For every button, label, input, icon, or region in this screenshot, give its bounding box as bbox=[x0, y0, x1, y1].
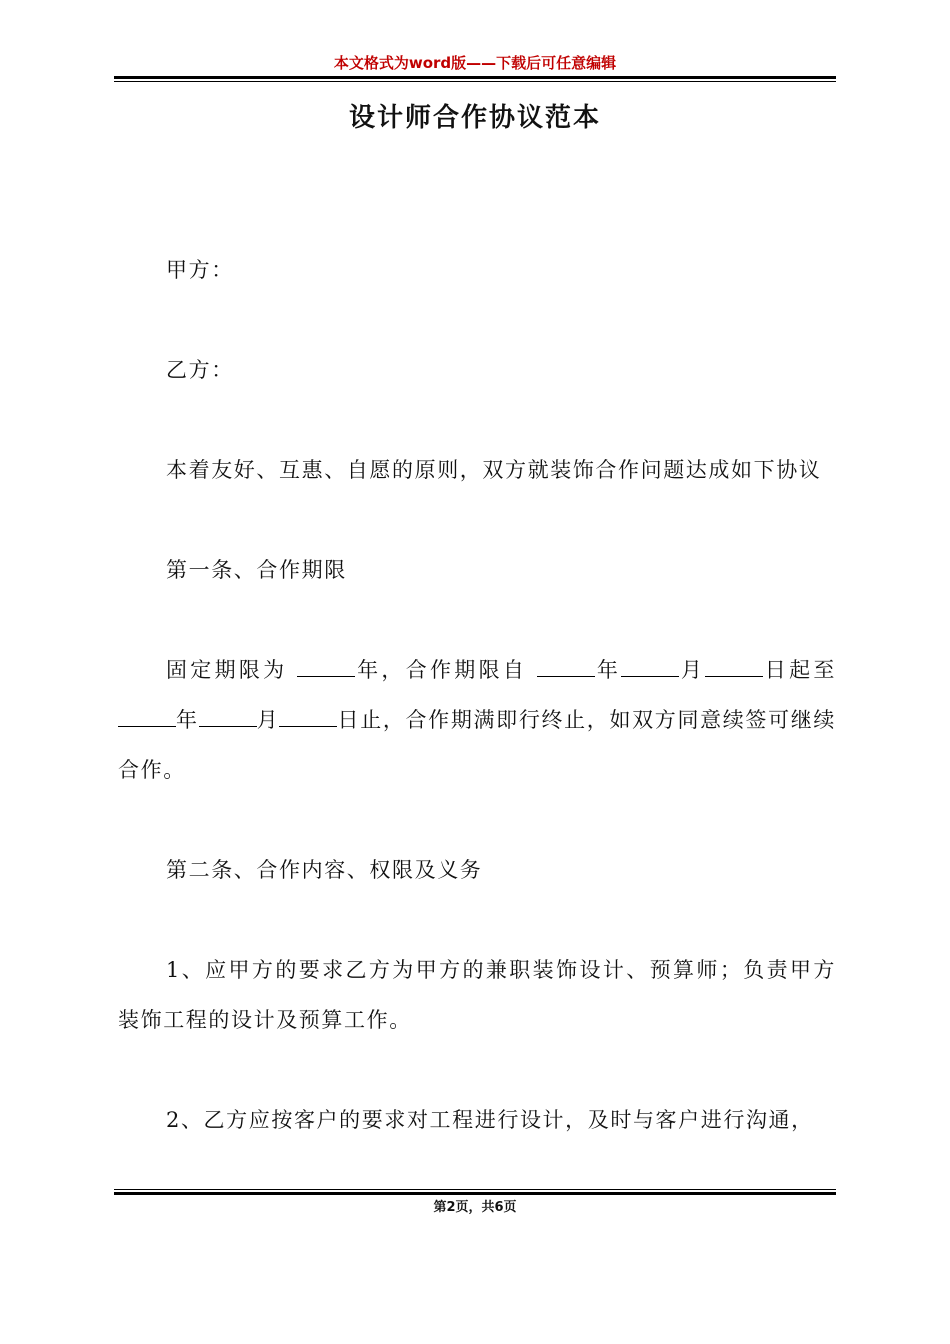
blank-field bbox=[199, 708, 257, 727]
party-b-line: 乙方： bbox=[166, 358, 234, 382]
document-title: 设计师合作协议范本 bbox=[348, 103, 601, 133]
intro-paragraph: 本着友好、互惠、自愿的原则，双方就装饰合作问题达成如下协议 bbox=[166, 458, 822, 482]
article-2-heading: 第二条、合作内容、权限及义务 bbox=[166, 858, 483, 882]
blank-field bbox=[705, 658, 763, 677]
article-1-text: 年 bbox=[595, 658, 622, 682]
footer-rule bbox=[114, 1189, 836, 1195]
article-1-heading: 第一条、合作期限 bbox=[166, 558, 347, 582]
article-1-text: 日止，合作期满即行终止，如双方同意续签可继续合作。 bbox=[118, 708, 837, 782]
blank-field bbox=[621, 658, 679, 677]
article-1-text: 固定期限为 bbox=[166, 658, 288, 682]
article-1-text: 年 bbox=[176, 708, 199, 732]
article-1-text: 年，合作期限自 bbox=[355, 658, 528, 682]
header-rule bbox=[114, 76, 836, 82]
blank-field bbox=[297, 658, 355, 677]
item-1-paragraph: 1、应甲方的要求乙方为甲方的兼职装饰设计、预算师；负责甲方装饰工程的设计及预算工作。 bbox=[118, 958, 836, 1032]
blank-field bbox=[537, 658, 595, 677]
article-1-text: 月 bbox=[256, 708, 280, 732]
article-1-text: 日起至 bbox=[763, 658, 836, 682]
article-1-paragraph bbox=[118, 645, 836, 795]
party-a-line: 甲方： bbox=[166, 258, 234, 282]
blank-field bbox=[118, 708, 176, 727]
header-note: 本文格式为word版——下载后可任意编辑 bbox=[333, 54, 617, 72]
document-body bbox=[118, 245, 836, 1195]
article-1-text: 月 bbox=[679, 658, 706, 682]
blank-field bbox=[279, 708, 337, 727]
page-indicator: 第2页，共6页 bbox=[433, 1200, 517, 1215]
item-2-paragraph: 2、乙方应按客户的要求对工程进行设计，及时与客户进行沟通， bbox=[166, 1108, 814, 1132]
